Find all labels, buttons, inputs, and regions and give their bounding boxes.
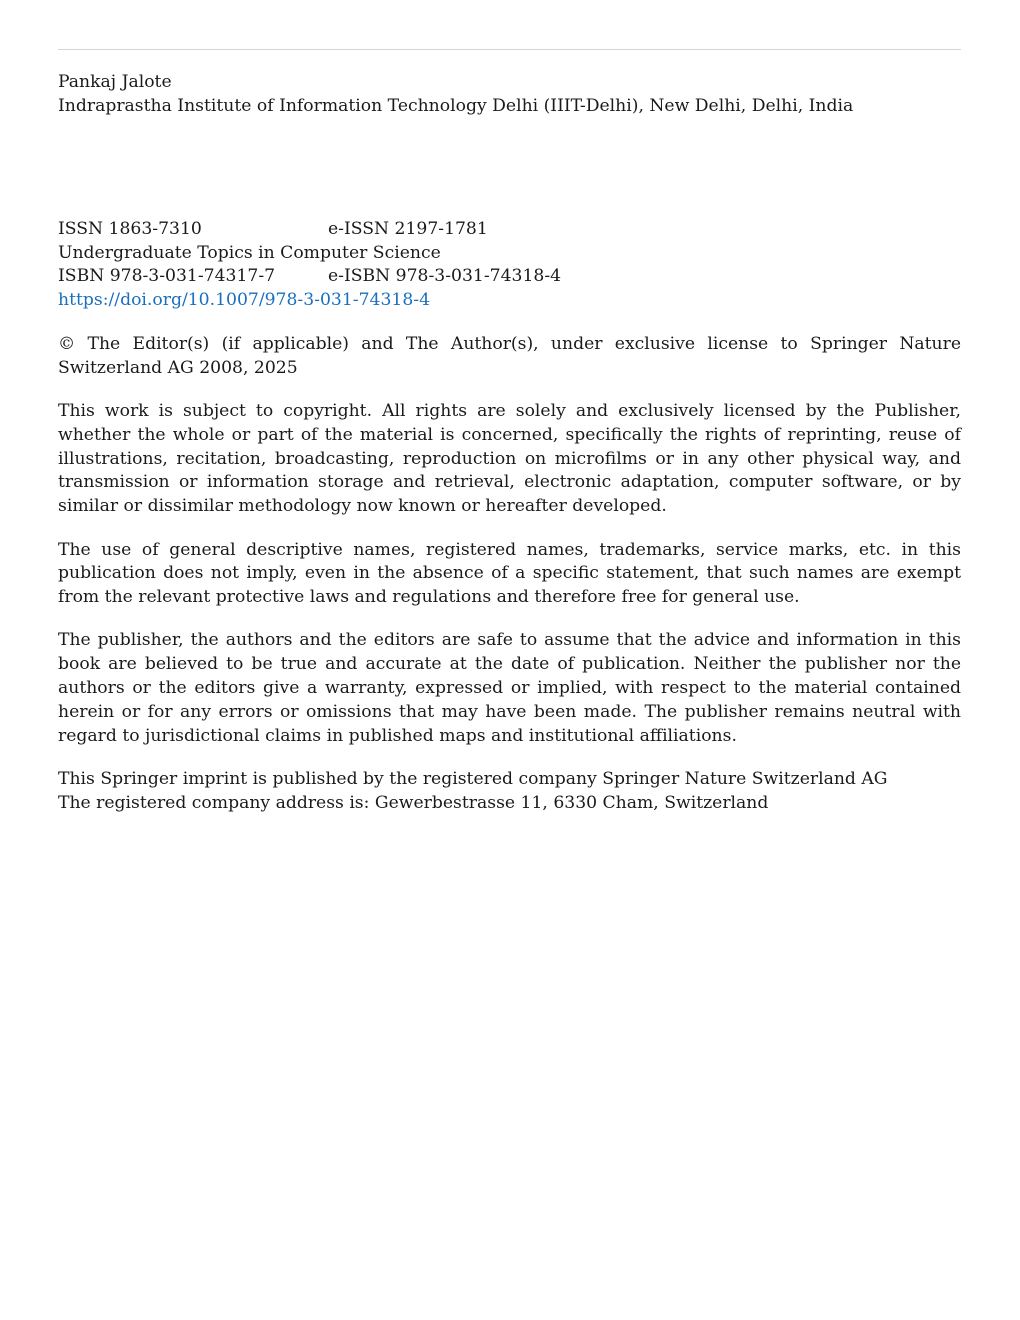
author-affiliation: Indraprastha Institute of Information Technology Delhi (IIIT-Delhi), New Delhi, Delhi, India <box>58 96 854 116</box>
series-title: Undergraduate Topics in Computer Science <box>58 242 441 263</box>
author-block <box>58 70 961 118</box>
imprint-paragraph <box>58 768 961 816</box>
isbn: ISBN 978-3-031-74317-7 <box>58 266 276 287</box>
imprint-line: This Springer imprint is published by the registered company Springer Nature Switzerland AG <box>58 768 888 789</box>
address-line: The registered company address is: Gewerbestrasse 11, 6330 Cham, Switzerland <box>58 792 769 813</box>
legal-notices <box>58 333 961 835</box>
top-divider <box>58 49 961 50</box>
copyright-notice: © The Editor(s) (if applicable) and The Author(s), under exclusive license to Springer Nature Switzerland AG 2008, 2025 <box>58 334 961 378</box>
author-name: Pankaj Jalote <box>58 72 172 92</box>
eissn: e-ISSN 2197-1781 <box>328 219 488 239</box>
issn-row <box>58 218 961 242</box>
names-paragraph: The use of general descriptive names, registered names, trademarks, service marks, etc. in this publication does not imply, even in the absence of a specific statement, that such names are exempt from the relevant protective laws and regulations and therefore free for general use. <box>58 539 961 608</box>
doi-link[interactable]: https://doi.org/10.1007/978-3-031-74318-4 <box>58 289 430 310</box>
eisbn: e-ISBN 978-3-031-74318-4 <box>328 266 562 287</box>
disclaimer-paragraph: The publisher, the authors and the editors are safe to assume that the advice and information in this book are believed to be true and accurate at the date of publication. Neither the publisher nor the authors or the editors give a warranty, expressed or implied, with respect to the material contained herein or for any errors or omissions that may have been made. The publisher remains neutral with regard to jurisdictional claims in published maps and institutional affiliations. <box>58 630 961 746</box>
doi-row <box>58 289 961 313</box>
isbn-row <box>58 265 961 289</box>
identifiers-block <box>58 218 961 312</box>
issn: ISSN 1863-7310 <box>58 219 202 239</box>
series-row <box>58 242 961 266</box>
rights-paragraph: This work is subject to copyright. All rights are solely and exclusively licensed by the Publisher, whether the whole or part of the material is concerned, specifically the rights of reprinting, reuse of illustrations, recitation, broadcasting, reproduction on microfilms or in any other physical way, and transmission or information storage and retrieval, electronic adaptation, computer software, or by similar or dissimilar methodology now known or hereafter developed. <box>58 401 961 517</box>
